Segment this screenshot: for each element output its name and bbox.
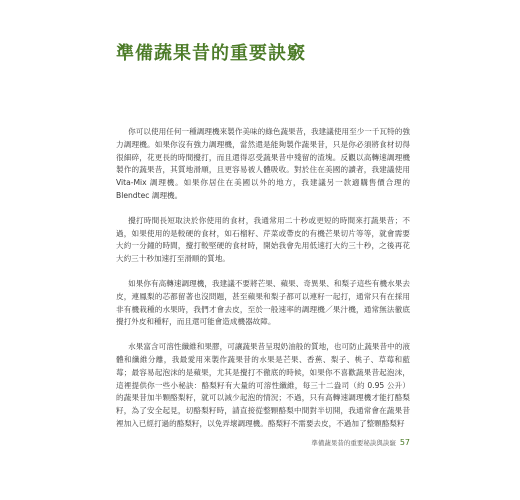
paragraph: 攪打時間長短取決於你使用的食材，我通常用二十秒或更短的時間來打蔬果昔；不過，如果使用的是較硬的食材，如石榴籽、芹菜或帶皮的有機芒果切片等等，就會需要大約一分鐘的時間，攪打較堅硬的食材時，開始我會先用低速打大約三十秒，之後再花大約三十秒加速打至滑順的質地。 xyxy=(116,215,410,264)
chapter-title: 準備蔬果昔的重要訣竅 xyxy=(116,43,306,64)
page-footer xyxy=(300,438,410,447)
paragraph: 如果你有高轉速調理機，我建議不要將芒果、蘋果、奇異果、和梨子這些有機水果去皮，連鳳梨的芯都留著也沒問題，甚至蘋果和梨子都可以連籽一起打，通常只有在採用非有機栽種的水果時，我們才會去皮，至於一般速率的調理機／果汁機，通常無法徹底攪打外皮和種籽，而且還可能會造成機器故障。 xyxy=(116,278,410,327)
paragraph: 你可以使用任何一種調理機來製作美味的綠色蔬果昔，我建議使用至少一千瓦特的強力調理機。如果你沒有強力調理機，當然還是能夠製作蔬果昔，只是你必須將食材切得很細碎，花更長的時間攪打，而且還得忍受蔬果昔中殘留的渣塊。反觀以高轉速調理機製作的蔬果昔，其質地滑順，且更容易被人體吸收。對於住在美國的讀者，我建議使用 Vita-Mix 調理機。如果你居住在美國以外的地方，我建議另一款適購售價合理的 Blendtec 調理機。 xyxy=(116,127,410,200)
body-text xyxy=(116,126,410,443)
running-title: 準備蔬果昔的重要秘訣與訣竅 xyxy=(311,439,396,447)
paragraph: 水果富含可溶性纖維和果膠，可讓蔬果昔呈現奶油般的質地，也可防止蔬果昔中的液體和纖維分離，我最愛用來製作蔬果昔的水果是芒果、香蕉、梨子、桃子、草莓和藍莓；最容易起泡沫的是蘋果，尤其是攪打不徹底的時候，如果你不喜歡蔬果昔起泡沫，這裡提供你一些小秘訣：酪梨籽有大量的可溶性纖維，每三十二盎司（約 0.95 公升）的蔬果昔加半顆酪梨籽，就可以減少起泡的情況；不過，只有高轉速調理機才能打酪梨籽，為了安全起見，切酪梨籽時，請直接從整顆酪梨中間對半切開，我通常會在蔬果昔裡加入已經打過的酪梨籽，以免弄壞調理機。酪梨籽不需要去皮，不過加了整顆酪梨籽 xyxy=(116,342,410,428)
page-number: 57 xyxy=(399,438,410,447)
